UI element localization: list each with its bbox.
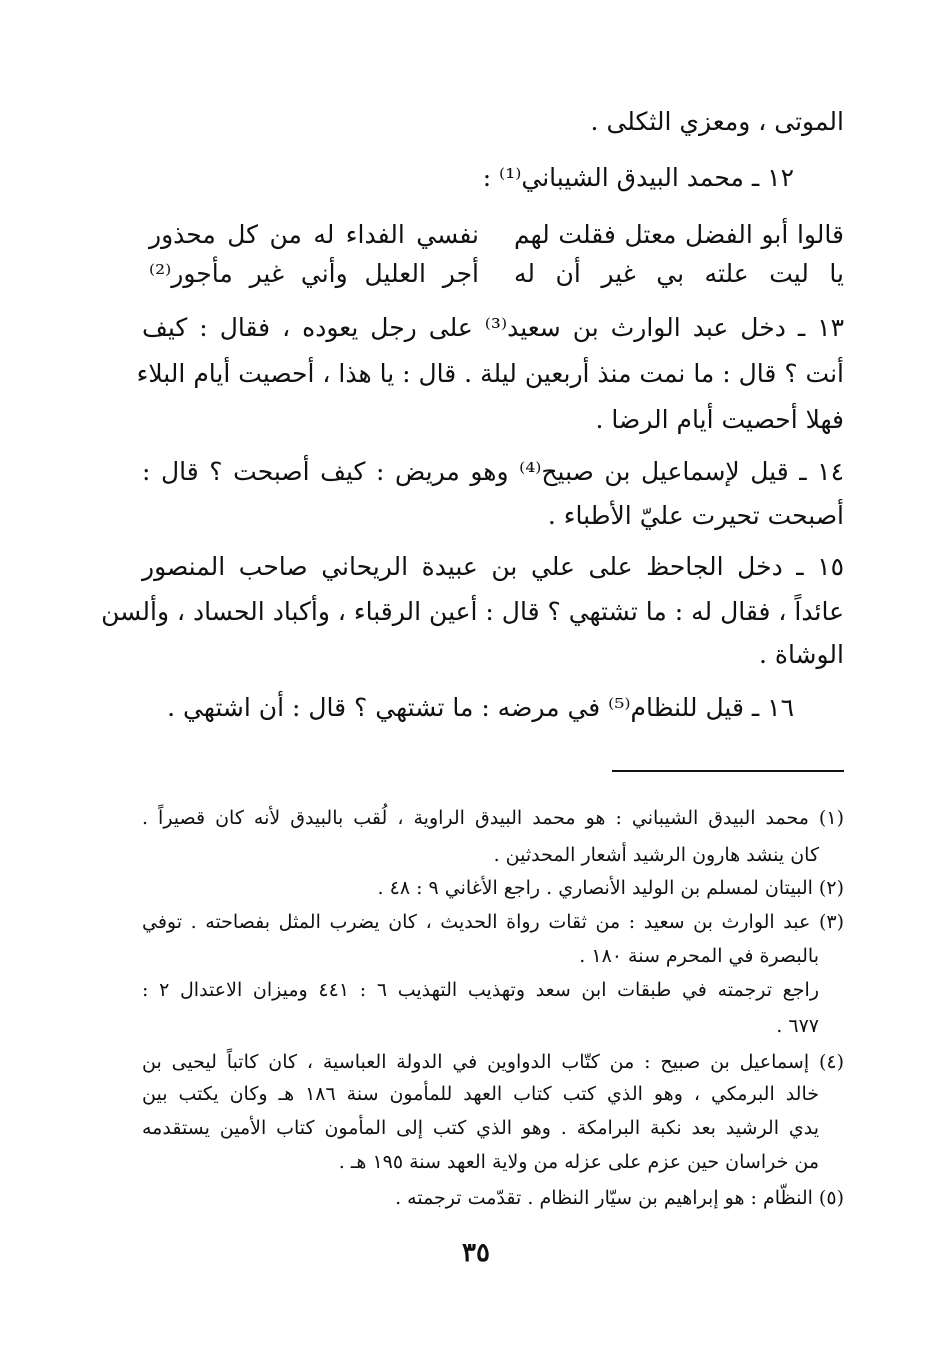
item-16-line-1: ١٦ ـ قيل للنظام⁽⁵⁾ في مرضه : ما تشتهي ؟ قال : أن اشتهي . [167,693,794,722]
footnote-5-line-1: (٥) النظّام : هو إبراهيم بن سيّار النظام . تقدّمت ترجمته . [395,1187,844,1209]
item-15-line-1: ١٥ ـ دخل الجاحظ على علي بن عبيدة الريحاني صاحب المنصور [142,552,844,581]
footnote-separator [612,770,844,772]
item-13-line-1: ١٣ ـ دخل عبد الوارث بن سعيد⁽³⁾ على رجل يعوده ، فقال : كيف [142,313,844,342]
item-12-heading: ١٢ ـ محمد البيدق الشيباني⁽¹⁾ : [482,163,794,192]
verse-2-first-hemistich: يا ليت علته بي غير أن له [514,259,844,288]
verse-1-second-hemistich: نفسي الفداء له من كل محذور [149,220,479,249]
intro-line: الموتى ، ومعزي الثكلى . [590,107,844,136]
verse-1-first-hemistich: قالوا أبو الفضل معتل فقلت لهم [514,220,844,249]
item-15-line-2: عائداً ، فقال له : ما تشتهي ؟ قال : أعين الرقباء ، وأكباد الحساد ، وألسن [101,597,844,626]
item-13-line-3: فهلا أحصيت أيام الرضا . [595,405,844,434]
footnote-4-line-1: (٤) إسماعيل بن صبيح : من كتّاب الدواوين في الدولة العباسية ، كان كاتباً ليحيى بن [142,1051,844,1073]
verse-2-second-hemistich: أجر العليل وأني غير مأجور⁽²⁾ [149,259,479,288]
footnote-3-line-3: راجع ترجمته في طبقات ابن سعد وتهذيب التهذيب ٦ : ٤٤١ وميزان الاعتدال ٢ : [142,979,819,1001]
footnote-2-line-1: (٢) البيتان لمسلم بن الوليد الأنصاري . راجع الأغاني ٩ : ٤٨ . [377,877,844,899]
footnote-3-line-1: (٣) عبد الوارث بن سعيد : من ثقات رواة الحديث ، كان يضرب المثل بفصاحته . توفي [142,911,844,933]
footnote-3-line-2: بالبصرة في المحرم سنة ١٨٠ . [579,945,819,967]
footnote-1-line-2: كان ينشد هارون الرشيد أشعار المحدثين . [493,844,819,866]
item-14-line-1: ١٤ ـ قيل لإسماعيل بن صبيح⁽⁴⁾ وهو مريض : كيف أصبحت ؟ قال : [142,457,844,486]
item-14-line-2: أصبحت تحيرت عليّ الأطباء . [547,501,844,530]
item-13-line-2: أنت ؟ قال : ما نمت منذ أربعين ليلة . قال : يا هذا ، أحصيت أيام البلاء [136,359,844,388]
footnote-3-line-4: ٦٧٧ . [776,1015,819,1037]
item-15-line-3: الوشاة . [758,640,844,669]
page-number: ٣٥ [462,1238,490,1268]
footnote-4-line-2: خالد البرمكي ، وهو الذي كتب كتاب العهد للمأمون سنة ١٨٦ هـ وكان يكتب بين [142,1083,819,1105]
footnote-4-line-3: يدي الرشيد بعد نكبة البرامكة . وهو الذي كتب إلى المأمون كتاب الأمين يستقدمه [142,1117,819,1139]
footnote-1-line-1: (١) محمد البيدق الشيباني : هو محمد البيدق الراوية ، لُقب بالبيدق لأنه كان قصيراً . [142,807,844,829]
footnote-4-line-4: من خراسان حين عزم على عزله من ولاية العهد سنة ١٩٥ هـ . [338,1151,819,1173]
